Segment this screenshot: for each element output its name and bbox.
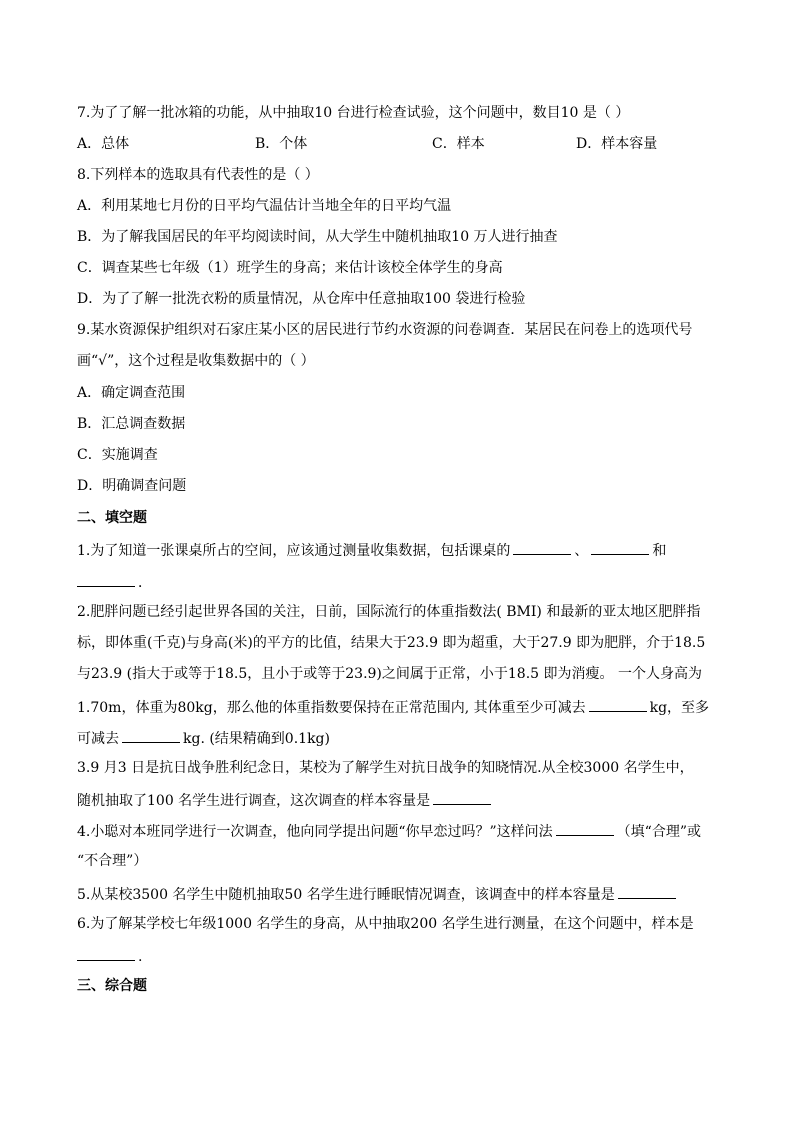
question-7-stem: 7.为了了解一批冰箱的功能，从中抽取10 台进行检查试验，这个问题中，数目10 是（ ） (77, 105, 630, 121)
answer-blank[interactable] (77, 572, 135, 587)
answer-blank[interactable] (556, 821, 614, 836)
answer-blank[interactable] (433, 790, 491, 805)
q7-option-d: D．样本容量 (576, 136, 658, 152)
fill-2-line3: 与23.9 (指大于或等于18.5，且小于或等于23.9)之间属于正常，小于18.5 即为消瘦。 一个人身高为 (77, 666, 702, 682)
q7-option-c: C．样本 (432, 136, 485, 152)
q7-option-b: B．个体 (255, 136, 308, 152)
fill-1-text-c: 和 (652, 543, 667, 559)
fill-5-text: 5.从某校3500 名学生中随机抽取50 名学生进行睡眠情况调查，该调查中的样本容量是 (77, 887, 615, 903)
fill-2-text-b: kg，至多 (649, 700, 710, 716)
fill-6-end: . (138, 949, 143, 965)
fill-2-text-a: 1.70m，体重为80kg，那么他的体重指数要保持在正常范围内, 其体重至少可减去 (77, 700, 586, 716)
fill-6-line1: 6.为了解某学校七年级1000 名学生的身高，从中抽取200 名学生进行测量，在这个问题中，样本是 (77, 916, 694, 932)
q8-option-d: D．为了了解一批洗衣粉的质量情况，从仓库中任意抽取100 袋进行检验 (77, 291, 526, 307)
fill-3-text: 随机抽取了100 名学生进行调查，这次调查的样本容量是 (77, 793, 431, 809)
answer-blank[interactable] (589, 697, 647, 712)
fill-1-text-b: 、 (574, 543, 589, 559)
fill-1-end: ． (138, 575, 152, 591)
fill-3-line2 (77, 790, 722, 810)
fill-1-line1 (77, 540, 722, 560)
q8-option-b: B．为了解我国居民的年平均阅读时间，从大学生中随机抽取10 万人进行抽查 (77, 229, 558, 245)
fill-2-text-d: kg. (结果精确到0.1kg) (183, 731, 330, 747)
fill-2-line1: 2.肥胖问题已经引起世界各国的关注，日前，国际流行的体重指数法( BMI) 和最新的亚太地区肥胖指 (77, 604, 701, 620)
fill-4-line1 (77, 821, 722, 841)
answer-blank[interactable] (591, 540, 649, 555)
q9-option-a: A．确定调查范围 (77, 385, 186, 401)
fill-1-text-a: 1.为了知道一张课桌所占的空间，应该通过测量收集数据，包括课桌的 (77, 543, 511, 559)
fill-1-line2 (77, 572, 722, 592)
fill-2-line2: 标，即体重(千克)与身高(米)的平方的比值，结果大于23.9 即为超重，大于27.9 即为肥胖，介于18.5 (77, 635, 706, 651)
answer-blank[interactable] (77, 946, 135, 961)
fill-6-line2 (77, 946, 722, 966)
section-2-title: 二、填空题 (77, 510, 147, 526)
q9-option-d: D．明确调查问题 (77, 478, 187, 494)
fill-4-text-a: 4.小聪对本班同学进行一次调查，他向同学提出问题“你早恋过吗？”这样问法 (77, 824, 553, 840)
answer-blank[interactable] (122, 728, 180, 743)
q8-option-c: C．调查某些七年级（1）班学生的身高；来估计该校全体学生的身高 (77, 260, 503, 276)
fill-5-line1 (77, 884, 722, 904)
fill-2-line4 (77, 697, 722, 717)
fill-4-line2: “不合理”） (77, 853, 148, 869)
q9-option-c: C．实施调查 (77, 447, 158, 463)
question-9-stem-line1: 9.某水资源保护组织对石家庄某小区的居民进行节约水资源的问卷调查．某居民在问卷上的选项代号 (77, 322, 693, 338)
q8-option-a: A．利用某地七月份的日平均气温估计当地全年的日平均气温 (77, 198, 452, 214)
section-3-title: 三、综合题 (77, 978, 147, 994)
question-9-stem-line2: 画“√”，这个过程是收集数据中的（ ） (77, 353, 315, 369)
q7-option-a: A．总体 (77, 136, 130, 152)
answer-blank[interactable] (618, 884, 676, 899)
fill-4-text-b: （填“合理”或 (616, 824, 701, 840)
fill-2-line5 (77, 728, 722, 748)
fill-2-text-c: 可减去 (77, 731, 119, 747)
answer-blank[interactable] (513, 540, 571, 555)
fill-3-line1: 3.9 月3 日是抗日战争胜利纪念日，某校为了解学生对抗日战争的知晓情况.从全校3000 名学生中， (77, 760, 694, 776)
question-8-stem: 8.下列样本的选取具有代表性的是（ ） (77, 167, 319, 183)
q9-option-b: B．汇总调查数据 (77, 416, 186, 432)
